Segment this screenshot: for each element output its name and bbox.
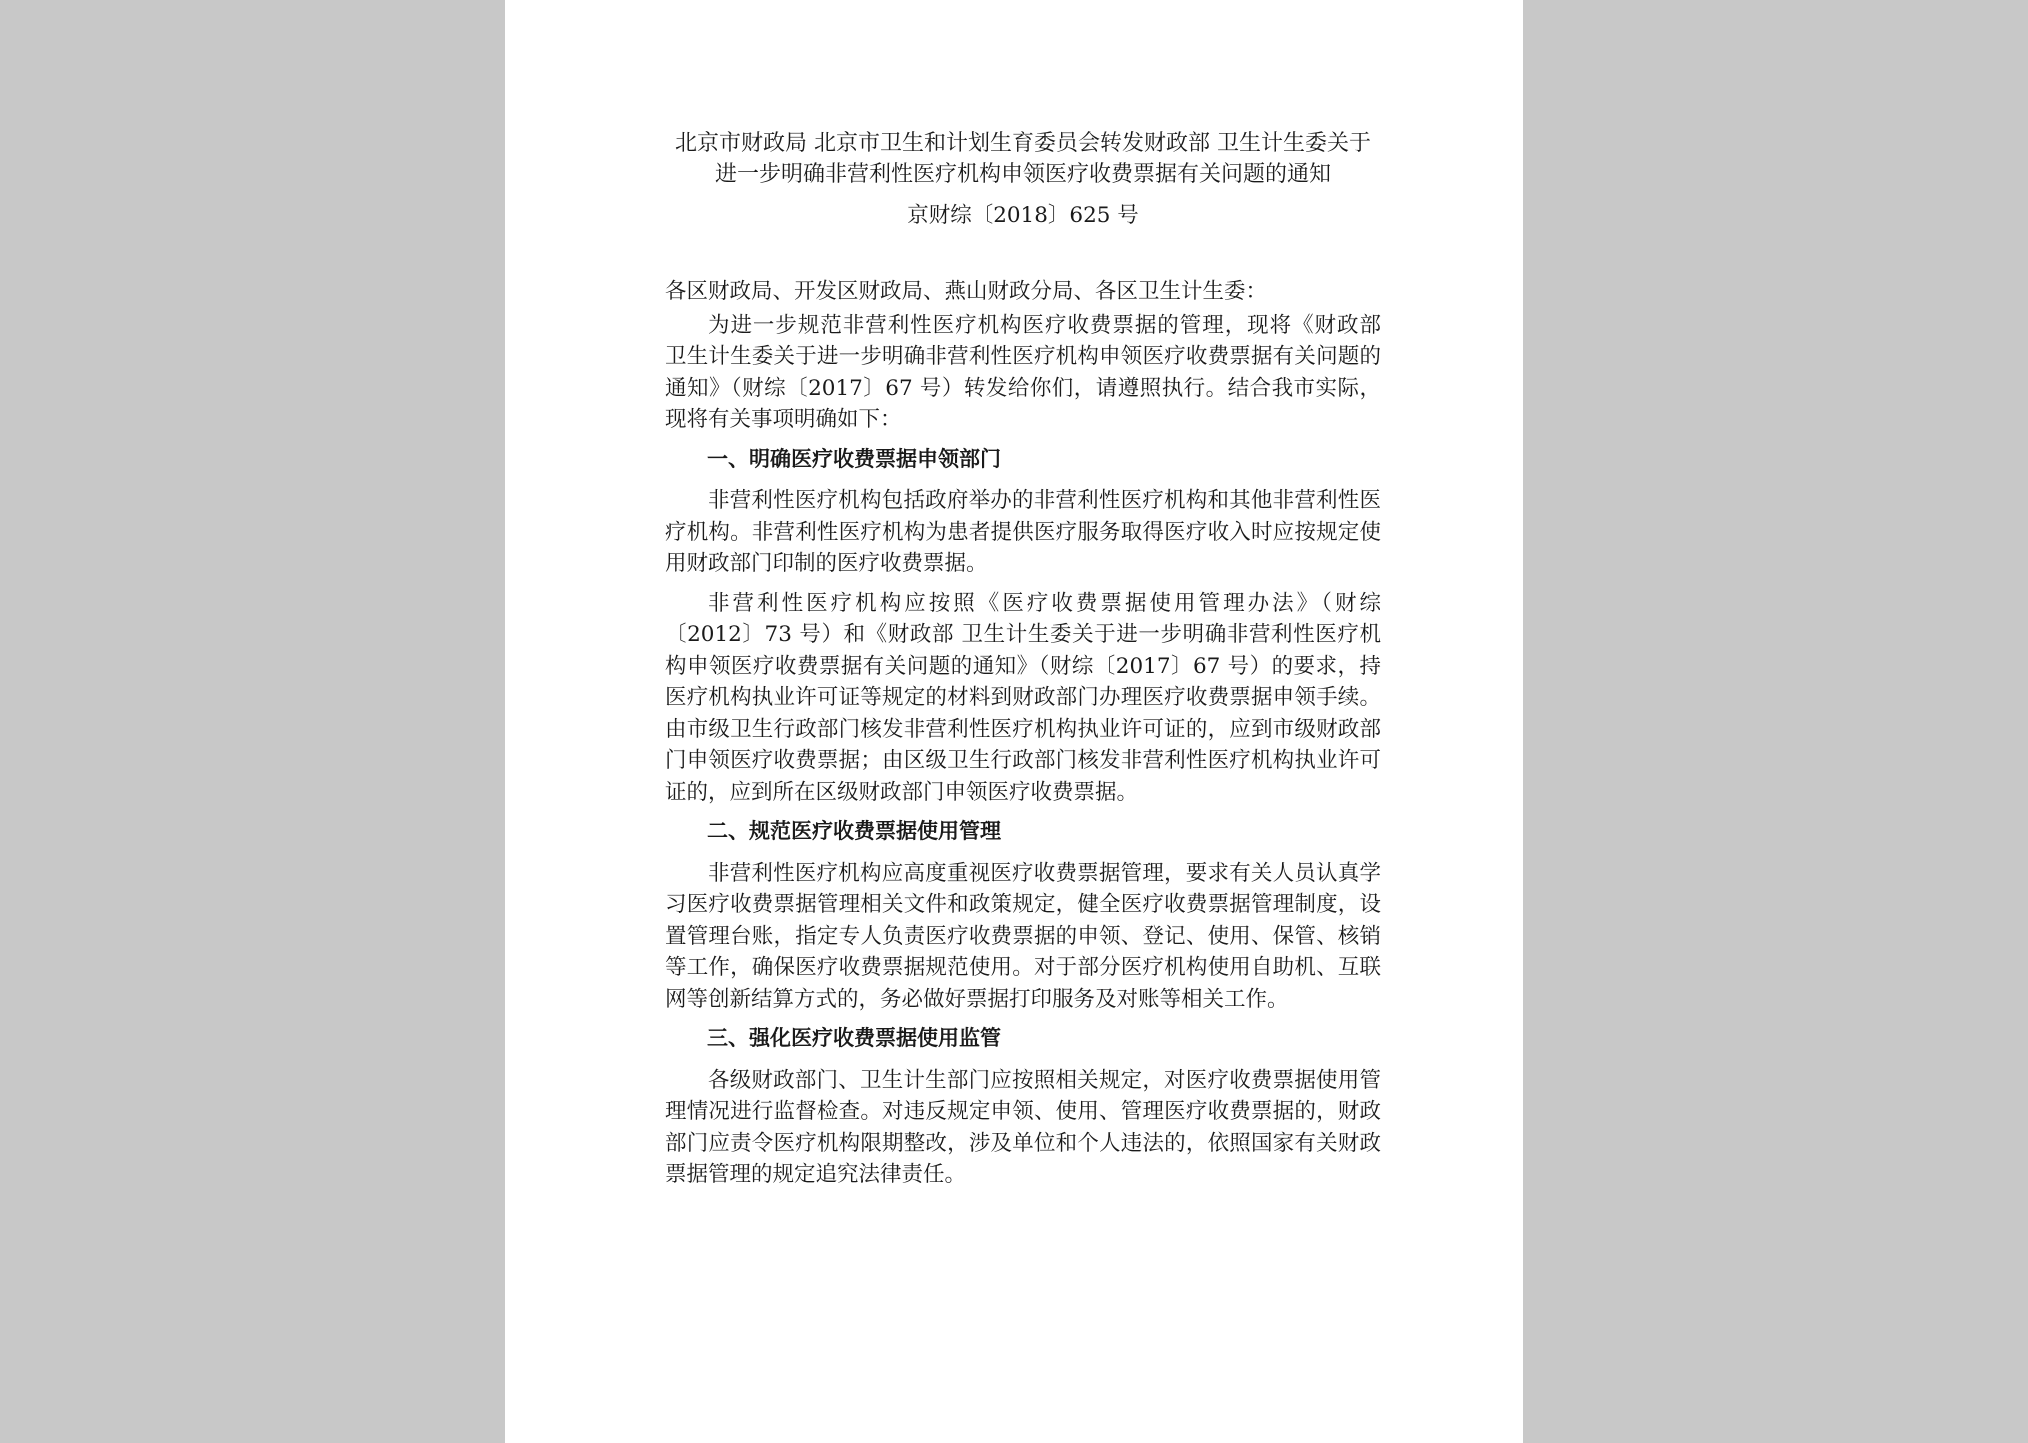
section-3-paragraph-1: 各级财政部门、卫生计生部门应按照相关规定，对医疗收费票据使用管理情况进行监督检查。对违反规定申领、使用、管理医疗收费票据的，财政部门应责令医疗机构限期整改，涉及单位和个人违法的，依照国家有关财政票据管理的规定追究法律责任。 [665,1067,1381,1187]
section-1-paragraph-1: 非营利性医疗机构包括政府举办的非营利性医疗机构和其他非营利性医疗机构。非营利性医疗机构为患者提供医疗服务取得医疗收入时应按规定使用财政部门印制的医疗收费票据。 [665,488,1381,576]
section-heading-2: 二、规范医疗收费票据使用管理 [707,819,1001,843]
intro-paragraph: 为进一步规范非营利性医疗机构医疗收费票据的管理，现将《财政部 卫生计生委关于进一步明确非营利性医疗机构申领医疗收费票据有关问题的通知》（财综〔2017〕67 号）转发给你们，请遵照执行。结合我市实际，现将有关事项明确如下： [665,312,1381,432]
document-number: 京财综〔2018〕625 号 [907,203,1139,228]
document-page [505,0,1523,1443]
section-heading-3: 三、强化医疗收费票据使用监管 [707,1026,1001,1050]
section-1-paragraph-2: 非营利性医疗机构应按照《医疗收费票据使用管理办法》（财综〔2012〕73 号）和《财政部 卫生计生委关于进一步明确非营利性医疗机构申领医疗收费票据有关问题的通知》（财综〔2017〕67 号）的要求，持医疗机构执业许可证等规定的材料到财政部门办理医疗收费票据申领手续。由市级卫生行政部门核发非营利性医疗机构执业许可证的，应到市级财政部门申领医疗收费票据；由区级卫生行政部门核发非营利性医疗机构执业许可证的，应到所在区级财政部门申领医疗收费票据。 [665,590,1381,805]
document-title: 北京市财政局 北京市卫生和计划生育委员会转发财政部 卫生计生委关于进一步明确非营利性医疗机构申领医疗收费票据有关问题的通知 [675,131,1371,187]
salutation: 各区财政局、开发区财政局、燕山财政分局、各区卫生计生委： [665,279,1268,304]
section-heading-1: 一、明确医疗收费票据申领部门 [707,446,1001,471]
section-2-paragraph-1: 非营利性医疗机构应高度重视医疗收费票据管理，要求有关人员认真学习医疗收费票据管理相关文件和政策规定，健全医疗收费票据管理制度，设置管理台账，指定专人负责医疗收费票据的申领、登记、使用、保管、核销等工作，确保医疗收费票据规范使用。对于部分医疗机构使用自助机、互联网等创新结算方式的，务必做好票据打印服务及对账等相关工作。 [665,860,1381,1012]
document-content [665,128,1381,1191]
